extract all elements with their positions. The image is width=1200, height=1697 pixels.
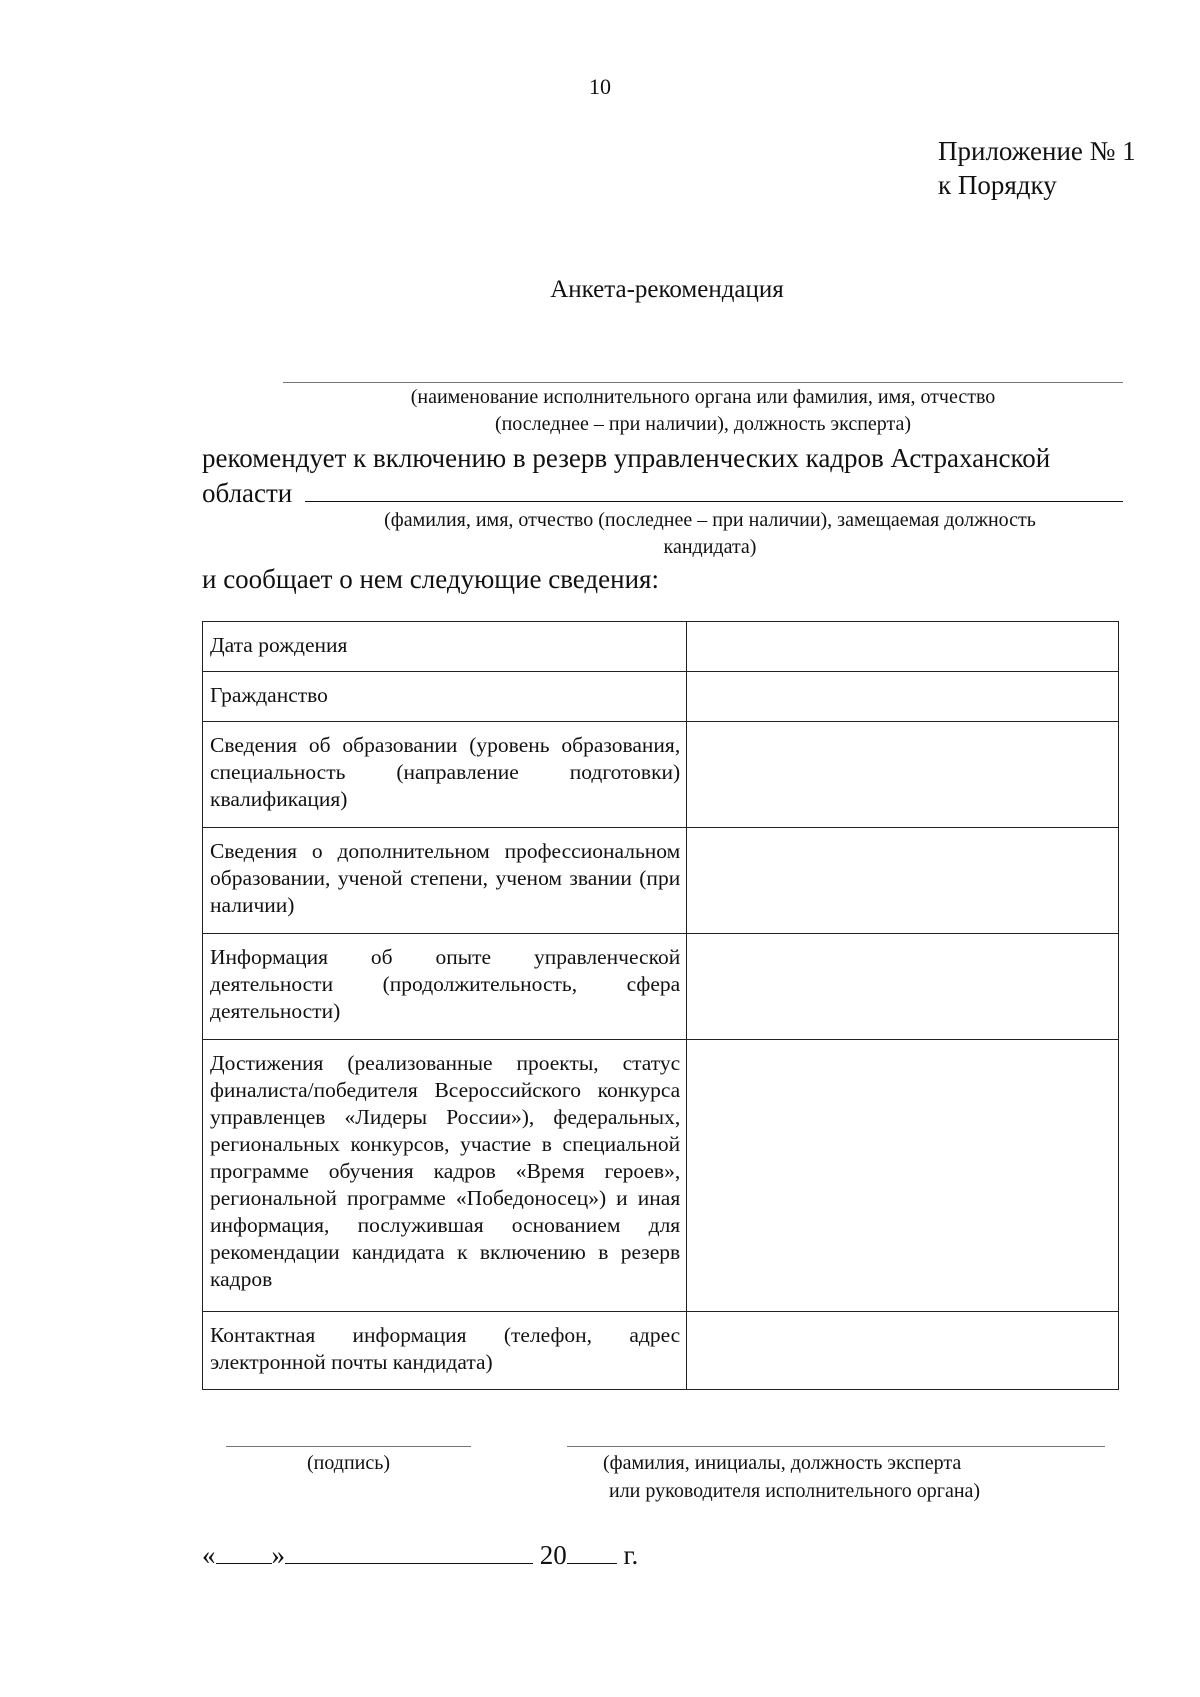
recommend-line-2-text: области	[202, 478, 293, 508]
appendix-header	[938, 134, 1136, 202]
recommend-line-2	[202, 475, 1123, 510]
date-line	[202, 1539, 638, 1571]
expert-caption	[283, 384, 1123, 438]
signature-blank[interactable]	[226, 1446, 471, 1447]
row-label: Достижения (реализованные проекты, статус финалиста/победителя Всероссийского конкурса управленцев «Лидеры России»), федеральных, региональных конкурсов, участие в специальной программе обучения кадров «Время героев», региональной программе «Победоносец») и иная информация, послужившая основанием для рекомендации кандидата к включению в резерв кадров	[203, 1040, 687, 1312]
row-value[interactable]	[687, 1312, 1119, 1390]
row-value[interactable]	[687, 934, 1119, 1040]
row-value[interactable]	[687, 622, 1119, 672]
table-row	[203, 672, 1119, 722]
table-row	[203, 934, 1119, 1040]
candidate-caption	[300, 507, 1120, 561]
table-row	[203, 622, 1119, 672]
date-open-quote: «	[202, 1540, 216, 1570]
year-suffix: г.	[623, 1540, 639, 1570]
signature-caption: (подпись)	[306, 1452, 391, 1474]
table-row	[203, 1312, 1119, 1390]
candidate-caption-line-2: кандидата)	[663, 536, 757, 558]
table-row	[203, 828, 1119, 934]
month-blank[interactable]	[285, 1539, 533, 1564]
expert-signature-name-blank[interactable]	[567, 1446, 1105, 1447]
candidate-info-table	[202, 621, 1119, 1390]
year-prefix: 20	[539, 1540, 567, 1570]
expert-caption-line-1: (наименование исполнительного органа или фамилия, имя, отчество	[410, 386, 996, 408]
candidate-name-blank[interactable]	[305, 475, 1123, 502]
table-row	[203, 722, 1119, 828]
row-label: Гражданство	[203, 672, 687, 722]
expert-name-blank[interactable]	[283, 382, 1123, 383]
document-title: Анкета-рекомендация	[550, 276, 784, 303]
name-caption-line-2: или руководителя исполнительного органа)	[609, 1480, 981, 1502]
appendix-line-2: к Порядку	[938, 170, 1057, 200]
name-caption-line-1: (фамилия, инициалы, должность эксперта	[603, 1452, 962, 1474]
date-close-quote: »	[271, 1540, 285, 1570]
year-blank[interactable]	[567, 1539, 617, 1564]
expert-caption-line-2: (последнее – при наличии), должность эксперта)	[494, 413, 912, 435]
row-value[interactable]	[687, 672, 1119, 722]
appendix-line-1: Приложение № 1	[938, 136, 1136, 166]
row-label: Сведения о дополнительном профессиональном образовании, ученой степени, ученом звании (при наличии)	[203, 828, 687, 934]
row-label: Сведения об образовании (уровень образования, специальность (направление подготовки) квалификация)	[203, 722, 687, 828]
row-label: Информация об опыте управленческой деятельности (продолжительность, сфера деятельности)	[203, 934, 687, 1040]
row-value[interactable]	[687, 722, 1119, 828]
row-label: Контактная информация (телефон, адрес электронной почты кандидата)	[203, 1312, 687, 1390]
table-row	[203, 1040, 1119, 1312]
day-blank[interactable]	[216, 1539, 272, 1564]
name-caption	[567, 1449, 1105, 1505]
recommend-line-1: рекомендует к включению в резерв управленческих кадров Астраханской	[202, 443, 1051, 473]
row-value[interactable]	[687, 1040, 1119, 1312]
row-value[interactable]	[687, 828, 1119, 934]
row-label: Дата рождения	[203, 622, 687, 672]
info-intro: и сообщает о нем следующие сведения:	[202, 564, 659, 594]
candidate-caption-line-1: (фамилия, имя, отчество (последнее – при наличии), замещаемая должность	[384, 509, 1036, 531]
page-number: 10	[589, 74, 611, 99]
